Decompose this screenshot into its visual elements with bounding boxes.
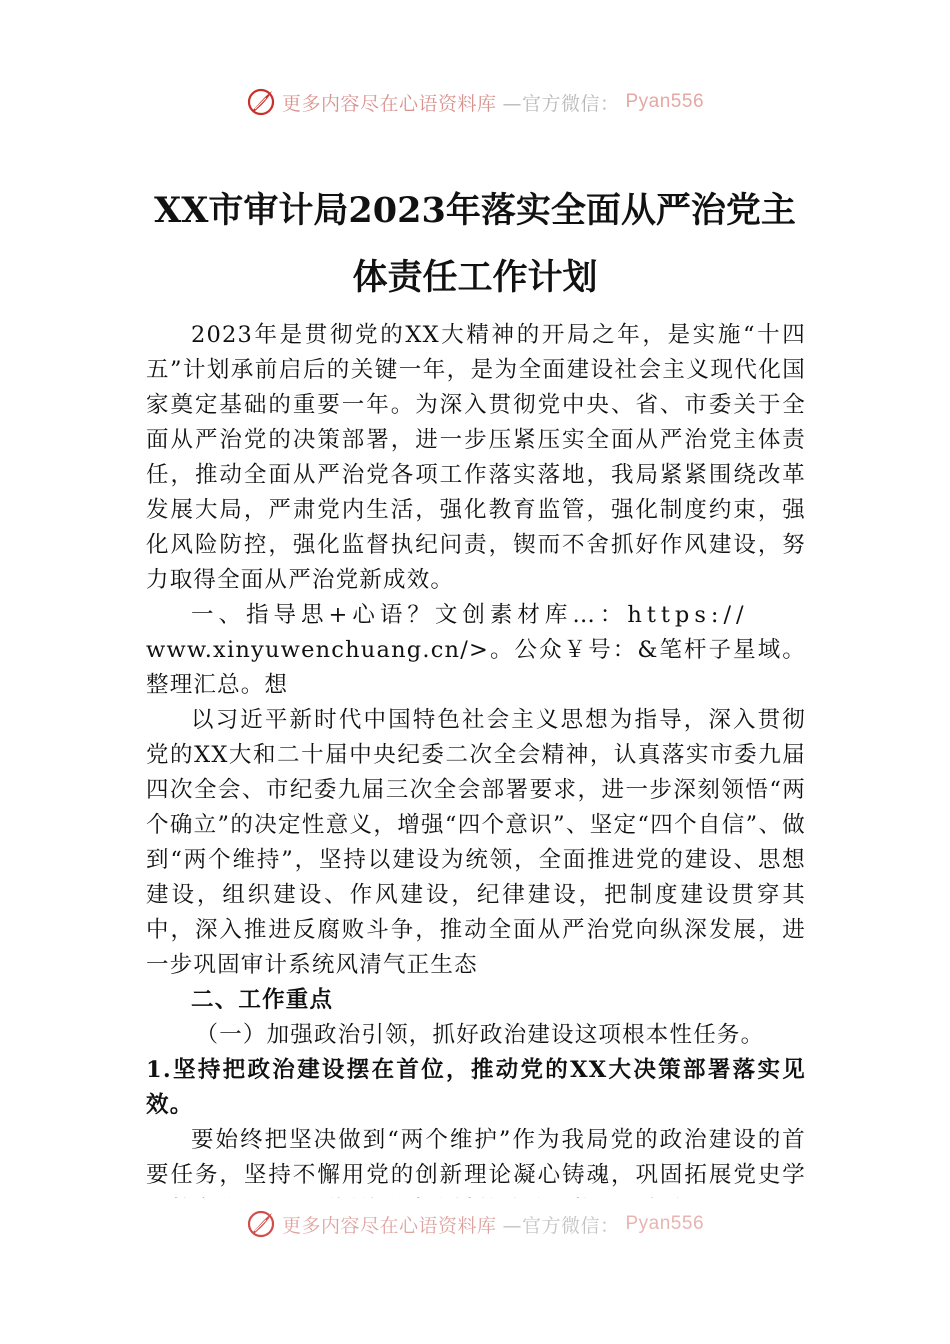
feather-seal-icon [246,1209,276,1239]
guiding-paragraph: 以习近平新时代中国特色社会主义思想为指导，深入贯彻党的XX大和二十届中央纪委二次全会精神，认真落实市委九届四次全会、市纪委九届三次全会部署要求，进一步深刻领悟“两个确立”的决定性意义，增强“四个意识”、坚定“四个自信”、做到“两个维持”，坚持以建设为统领，全面推进党的建设、思想建设，组织建设、作风建设，纪律建设，把制度建设贯穿其中，深入推进反腐败斗争，推动全面从严治党向纵深发展，进一步巩固审计系统风清气正生态 [146,707,806,978]
section1-heading: 一、指导思+心语？文创素材库…：https:// [191,602,749,628]
watermark-tail: —官方微信： [502,1214,620,1237]
document-title-line1: XX市审计局2023年落实全面从严治党主 [154,190,796,231]
intro-paragraph: 2023年是贯彻党的XX大精神的开局之年，是实施“十四五”计划承前启后的关键一年，是为全面建设社会主义现代化国家奠定基础的重要一年。为深入贯彻党中央、省、市委关于全面从严治党的决策部署，进一步压紧压实全面从严治党主体责任，推动全面从严治党各项工作落实落地，我局紧紧围绕改革发展大局，严肃党内生活，强化教育监管，强化制度约束，强化风险防控，强化监督执纪问责，锲而不舍抓好作风建设，努力取得全面从严治党新成效。 [146,322,806,593]
watermark-footer [0,1206,950,1242]
item1-paragraph: 要始终把坚决做到“两个维护”作为我局党的政治建设的首要任务，坚持不懈用党的创新理论凝心铸魂，巩固拓展党史学 [146,1127,806,1188]
document-title-line2: 体责任工作计划 [352,257,598,298]
section1-continuation: www.xinyuwenchuang.cn/>。公众￥号：&笔杆子星域。整理汇总。想 [146,637,806,698]
watermark-id: Pyan556 [625,1213,705,1234]
watermark-tail: —官方微信： [502,92,620,115]
watermark-id: Pyan556 [625,91,705,112]
feather-seal-icon [246,87,276,117]
watermark-text: 更多内容尽在心语资料库 [281,92,497,115]
watermark-text: 更多内容尽在心语资料库 [281,1214,497,1237]
section2-heading: 二、工作重点 [191,987,334,1013]
document-body [146,318,806,1198]
subsection1-heading: （一）加强政治引领，抓好政治建设这项根本性任务。 [195,1022,765,1048]
item1-heading: 1.坚持把政治建设摆在首位，推动党的XX大决策部署落实见效。 [146,1057,806,1118]
watermark-header [0,84,950,120]
